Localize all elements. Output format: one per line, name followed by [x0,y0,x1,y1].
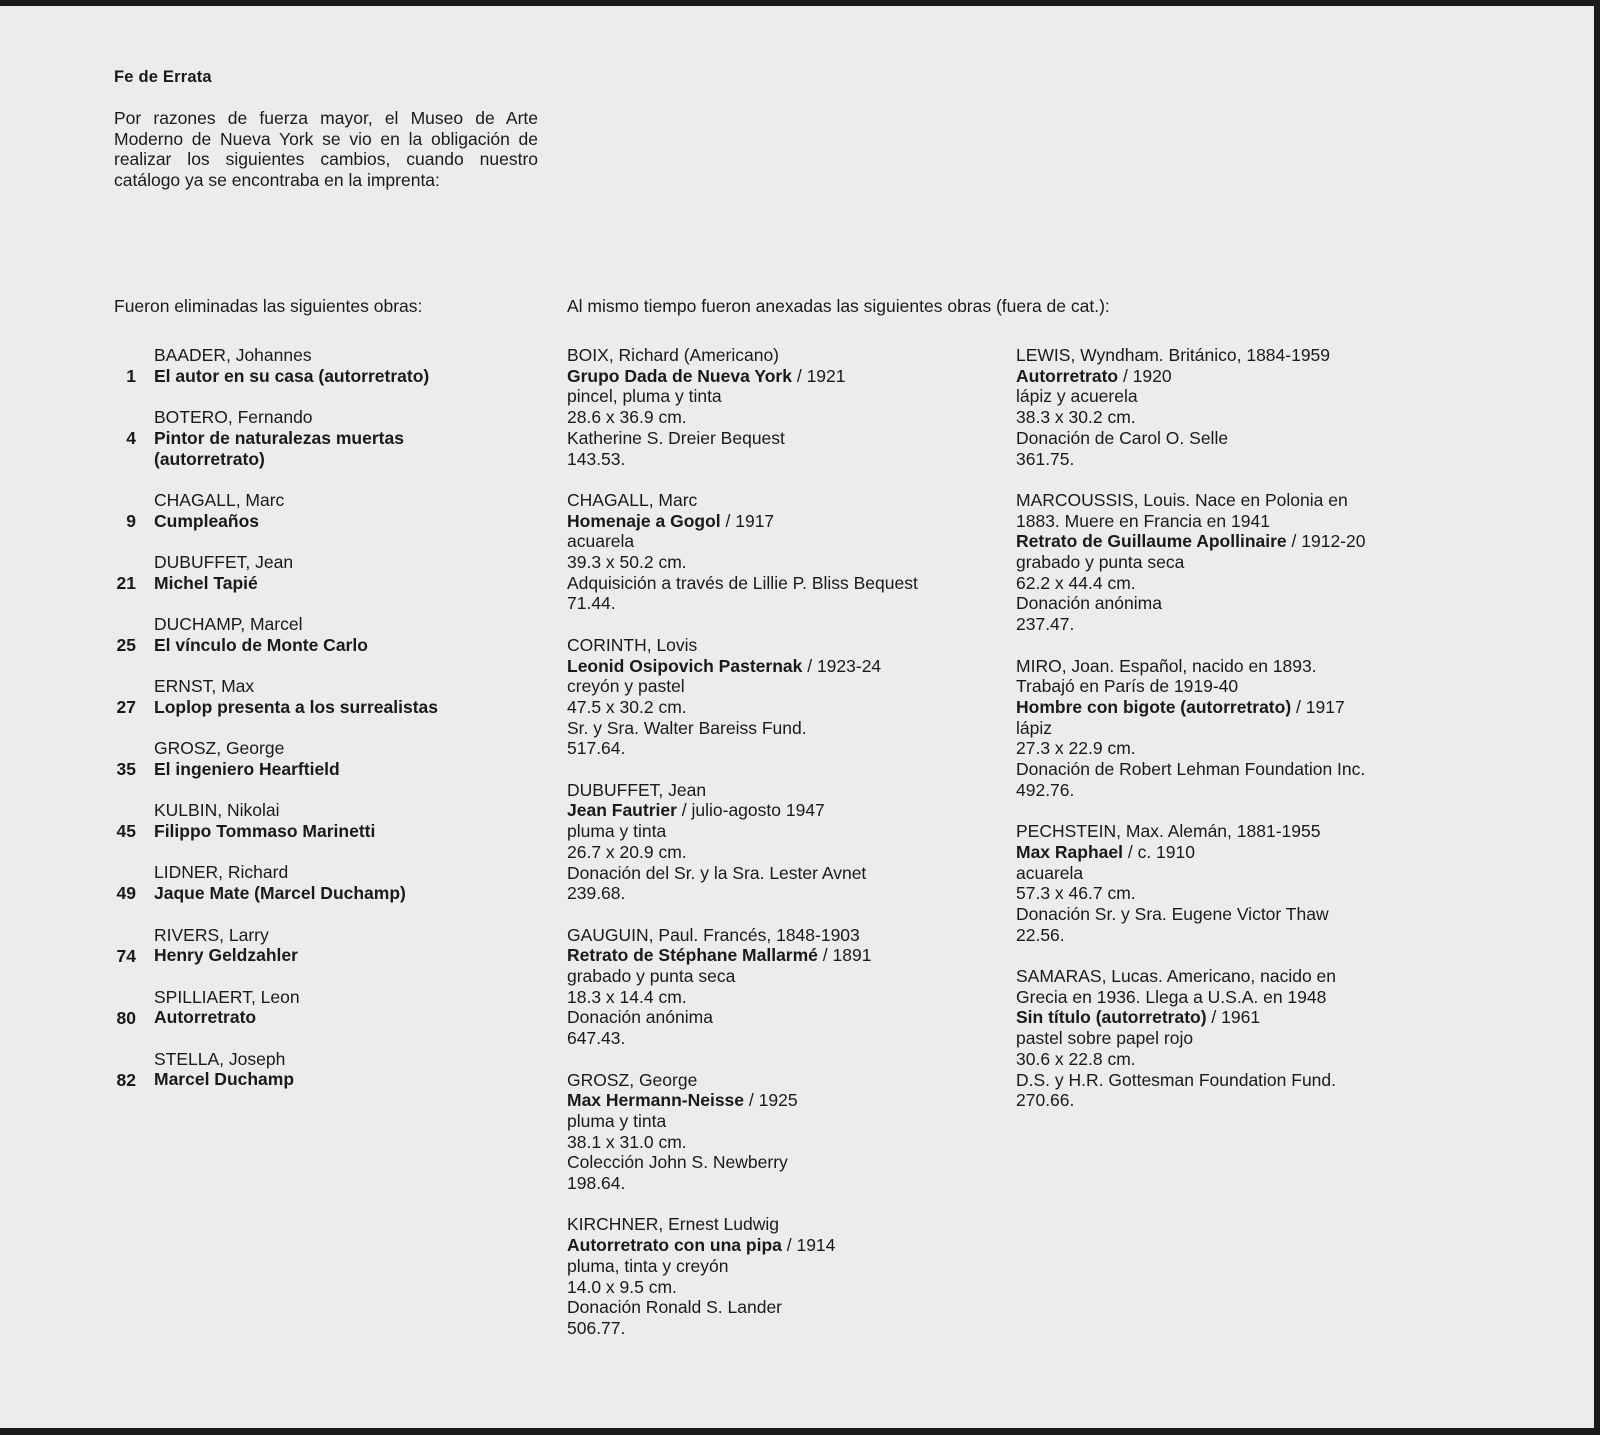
credit-line: Donación Sr. y Sra. Eugene Victor Thaw [1016,903,1329,924]
artist-line: CORINTH, Lovis [567,634,698,655]
work-date: / c. 1910 [1122,841,1195,862]
removed-work-entry [114,987,514,1028]
credit-line: Donación anónima [567,1007,713,1028]
credit-line: Donación de Robert Lehman Foundation Inc. [1016,759,1366,780]
work-date: / 1917 [1291,696,1345,717]
work-date: / 1925 [744,1090,798,1111]
artist-line: GROSZ, George [567,1069,698,1090]
work-title: El autor en su casa (autorretrato) [154,365,430,386]
catalog-number: 82 [116,1069,136,1090]
work-medium: pastel sobre papel rojo [1016,1028,1194,1049]
added-work-entry [567,1070,987,1194]
work-title: Autorretrato con una pipa [567,1235,782,1256]
artist-line: MIRO, Joan. Español, nacido en 1893. [1016,655,1317,676]
work-dimensions: 27.3 x 22.9 cm. [1016,738,1136,759]
accession-number: 143.53. [567,448,626,469]
work-title-line [567,511,987,532]
credit-line: Adquisición a través de Lillie P. Bliss Bequest [567,572,918,593]
work-title: Homenaje a Gogol [567,510,721,531]
artist-name: LIDNER, Richard [154,862,289,883]
added-work-entry [567,635,987,759]
artist-name: GROSZ, George [154,738,285,759]
credit-line: Katherine S. Dreier Bequest [567,427,785,448]
catalog-number: 35 [116,759,136,780]
work-title-line [567,366,987,387]
catalog-number: 45 [116,821,136,842]
work-title: Jaque Mate (Marcel Duchamp) [154,883,406,904]
added-work-entry [1016,345,1456,469]
added-work-entry [567,925,987,1049]
work-title: Pintor de naturalezas muertas (autorretrato) [154,427,404,469]
work-title: Autorretrato [154,1007,257,1028]
added-work-entry [1016,966,1456,1111]
accession-number: 492.76. [1016,779,1075,800]
work-title-line [1016,842,1456,863]
work-dimensions: 30.6 x 22.8 cm. [1016,1048,1136,1069]
work-medium: grabado y punta seca [1016,552,1185,573]
work-dimensions: 57.3 x 46.7 cm. [1016,883,1136,904]
work-title: Retrato de Guillaume Apollinaire [1016,531,1287,552]
artist-name: BAADER, Johannes [154,345,312,365]
accession-number: 270.66. [1016,1090,1075,1111]
removed-work-entry [114,1049,514,1090]
removed-work-entry [114,800,514,841]
work-date: / 1917 [720,510,775,531]
work-title-line [567,1235,987,1256]
credit-line: Donación de Carol O. Selle [1016,427,1229,448]
work-medium: pluma y tinta [567,1110,667,1131]
removed-work-entry [114,614,514,655]
work-title-line [567,800,987,821]
artist-line: LEWIS, Wyndham. Británico, 1884-1959 [1016,345,1331,365]
catalog-number: 25 [116,635,136,656]
accession-number: 517.64. [567,738,626,759]
artist-name: CHAGALL, Marc [154,489,285,510]
work-dimensions: 28.6 x 36.9 cm. [567,407,687,428]
artist-line: 1883. Muere en Francia en 1941 [1016,510,1270,531]
work-medium: lápiz y acuerela [1016,386,1138,407]
work-date: / 1961 [1206,1007,1261,1028]
work-dimensions: 62.2 x 44.4 cm. [1016,572,1136,593]
scan-border [0,1428,1600,1435]
work-title-line [1016,697,1456,718]
work-title: Leonid Osipovich Pasternak [567,655,803,676]
removed-work-entry [114,552,514,593]
work-title-line [1016,531,1456,552]
accession-number: 647.43. [567,1028,626,1049]
artist-line: MARCOUSSIS, Louis. Nace en Polonia en [1016,489,1348,510]
added-works-column-2 [1016,345,1456,1132]
work-title: Cumpleaños [154,510,260,531]
added-work-entry [567,490,987,614]
removed-work-entry [114,738,514,779]
work-date: / julio-agosto 1947 [676,800,825,821]
artist-name: BOTERO, Fernando [154,407,313,428]
added-work-entry [1016,656,1456,801]
removed-work-entry [114,490,514,531]
accession-number: 71.44. [567,593,616,614]
catalog-number: 9 [126,510,136,531]
accession-number: 361.75. [1016,448,1075,469]
removed-work-entry [114,676,514,717]
credit-line: D.S. y H.R. Gottesman Foundation Fund. [1016,1069,1337,1090]
intro-paragraph: Por razones de fuerza mayor, el Museo de Arte Moderno de Nueva York se vio en la obligación de realizar los siguientes cambios, cuando nuestro catálogo ya se encontraba en la imprenta: [114,108,538,191]
work-title-line [567,945,987,966]
work-date: / 1891 [817,945,872,966]
artist-name: KULBIN, Nikolai [154,800,280,821]
artist-line: GAUGUIN, Paul. Francés, 1848-1903 [567,924,860,945]
work-title-line [567,656,987,677]
removed-work-entry [114,345,514,386]
added-work-entry [567,780,987,904]
work-title: El vínculo de Monte Carlo [154,634,368,655]
artist-name: STELLA, Joseph [154,1048,286,1069]
work-title: Filippo Tommaso Marinetti [154,821,376,842]
artist-name: DUBUFFET, Jean [154,551,294,572]
work-title: Marcel Duchamp [154,1069,295,1090]
catalog-number: 4 [126,428,136,449]
artist-line: PECHSTEIN, Max. Alemán, 1881-1955 [1016,821,1321,842]
credit-line: Donación del Sr. y la Sra. Lester Avnet [567,862,867,883]
artist-line: SAMARAS, Lucas. Americano, nacido en [1016,966,1337,987]
added-work-entry [1016,821,1456,945]
accession-number: 506.77. [567,1317,626,1338]
work-medium: acuarela [567,531,635,552]
work-medium: acuarela [1016,862,1084,883]
artist-line: BOIX, Richard (Americano) [567,345,780,365]
work-date: / 1912-20 [1286,531,1366,552]
removed-works-list [114,345,514,1111]
work-title: Max Hermann-Neisse [567,1090,745,1111]
artist-line: KIRCHNER, Ernest Ludwig [567,1214,780,1235]
work-date: / 1920 [1118,365,1172,386]
work-dimensions: 26.7 x 20.9 cm. [567,841,687,862]
work-title: Henry Geldzahler [154,945,298,966]
work-title: Jean Fautrier [567,800,677,821]
accession-number: 237.47. [1016,614,1075,635]
artist-line: CHAGALL, Marc [567,489,698,510]
credit-line: Colección John S. Newberry [567,1152,788,1173]
catalog-number: 80 [116,1007,136,1028]
added-work-entry [567,1214,987,1338]
work-title: Grupo Dada de Nueva York [567,365,792,386]
added-work-entry [1016,490,1456,635]
removed-work-entry [114,407,514,469]
work-title-line [1016,1007,1456,1028]
work-title-line [567,1090,987,1111]
work-medium: pincel, pluma y tinta [567,386,722,407]
removed-works-heading: Fueron eliminadas las siguientes obras: [114,296,423,316]
work-title-line [1016,366,1456,387]
work-dimensions: 38.1 x 31.0 cm. [567,1131,687,1152]
artist-name: DUCHAMP, Marcel [154,614,303,635]
catalog-number: 49 [116,883,136,904]
added-works-column-1 [567,345,987,1359]
work-title: Max Raphael [1016,841,1123,862]
work-dimensions: 14.0 x 9.5 cm. [567,1276,677,1297]
work-title: Michel Tapié [154,572,258,593]
artist-line: DUBUFFET, Jean [567,779,707,800]
removed-work-entry [114,925,514,966]
catalog-number: 1 [126,366,136,386]
work-dimensions: 38.3 x 30.2 cm. [1016,407,1136,428]
added-work-entry [567,345,987,469]
work-medium: lápiz [1016,717,1052,738]
work-title: Autorretrato [1016,365,1119,386]
artist-line: Trabajó en París de 1919-40 [1016,676,1239,697]
artist-name: SPILLIAERT, Leon [154,986,300,1007]
work-title: Loplop presenta a los surrealistas [154,696,438,717]
work-dimensions: 18.3 x 14.4 cm. [567,986,687,1007]
work-title: Retrato de Stéphane Mallarmé [567,945,818,966]
work-date: / 1923-24 [802,655,882,676]
work-medium: creyón y pastel [567,676,685,697]
catalog-number: 27 [116,697,136,718]
work-date: / 1914 [781,1235,836,1256]
work-medium: grabado y punta seca [567,966,736,987]
added-works-heading: Al mismo tiempo fueron anexadas las siguientes obras (fuera de cat.): [567,296,1110,316]
work-title: Sin título (autorretrato) [1016,1007,1207,1028]
errata-page [0,6,1594,1428]
removed-work-entry [114,862,514,903]
artist-line: Grecia en 1936. Llega a U.S.A. en 1948 [1016,986,1327,1007]
work-dimensions: 39.3 x 50.2 cm. [567,552,687,573]
work-dimensions: 47.5 x 30.2 cm. [567,696,687,717]
artist-name: RIVERS, Larry [154,924,269,945]
artist-name: ERNST, Max [154,676,255,697]
accession-number: 22.56. [1016,924,1065,945]
page-title: Fe de Errata [114,68,212,86]
catalog-number: 21 [116,572,136,593]
credit-line: Donación Ronald S. Lander [567,1297,783,1318]
work-medium: pluma y tinta [567,821,667,842]
work-date: / 1921 [791,365,846,386]
work-title: El ingeniero Hearftield [154,758,340,779]
credit-line: Donación anónima [1016,593,1162,614]
accession-number: 198.64. [567,1173,626,1194]
accession-number: 239.68. [567,883,626,904]
work-medium: pluma, tinta y creyón [567,1255,729,1276]
credit-line: Sr. y Sra. Walter Bareiss Fund. [567,717,807,738]
catalog-number: 74 [116,945,136,966]
work-title: Hombre con bigote (autorretrato) [1016,696,1292,717]
